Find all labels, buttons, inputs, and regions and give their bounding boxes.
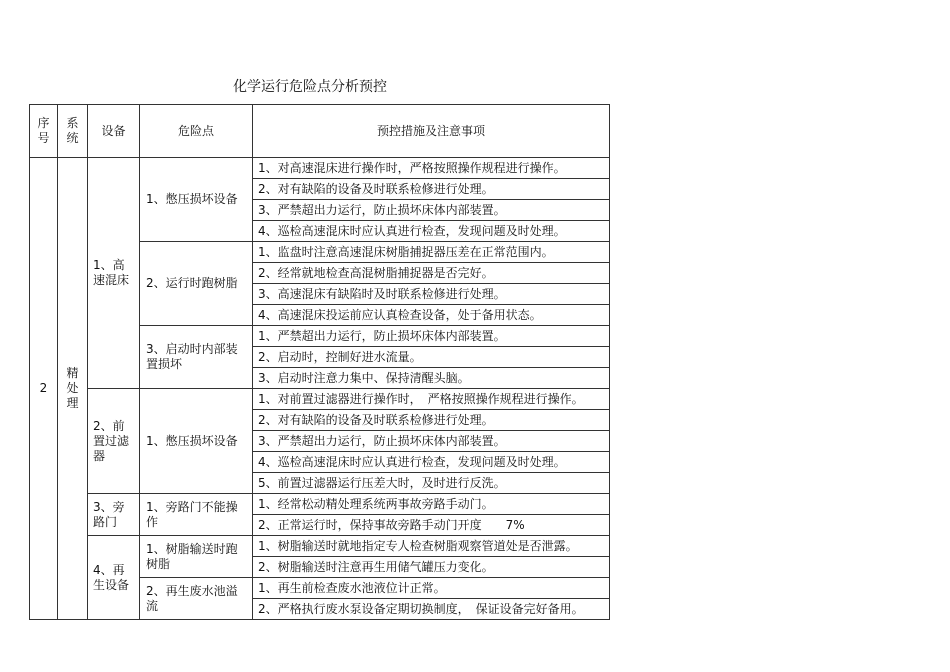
device-cell: 4、再生设备: [88, 536, 140, 620]
measure-cell: 1、严禁超出力运行，防止损坏床体内部装置。: [253, 326, 610, 347]
measure-cell: 3、高速混床有缺陷时及时联系检修进行处理。: [253, 284, 610, 305]
measure-cell: 5、前置过滤器运行压差大时，及时进行反洗。: [253, 473, 610, 494]
measure-cell: 3、严禁超出力运行，防止损坏床体内部装置。: [253, 431, 610, 452]
measure-cell: 2、经常就地检查高混树脂捕捉器是否完好。: [253, 263, 610, 284]
risk-cell: 3、启动时内部装置损坏: [140, 326, 253, 389]
page-title: 化学运行危险点分析预控: [233, 79, 387, 95]
measure-cell: 4、巡检高速混床时应认真进行检查，发现问题及时处理。: [253, 221, 610, 242]
system-cell: 精处理: [58, 158, 88, 620]
risk-cell: 1、旁路门不能操作: [140, 494, 253, 536]
risk-cell: 1、树脂输送时跑树脂: [140, 536, 253, 578]
measure-cell: 2、严格执行废水泵设备定期切换制度， 保证设备完好备用。: [253, 599, 610, 620]
header-seq: 序号: [30, 105, 58, 158]
measure-cell: 1、对前置过滤器进行操作时， 严格按照操作规程进行操作。: [253, 389, 610, 410]
measure-cell: 2、对有缺陷的设备及时联系检修进行处理。: [253, 179, 610, 200]
risk-cell: 2、运行时跑树脂: [140, 242, 253, 326]
measure-cell: 4、巡检高速混床时应认真进行检查，发现问题及时处理。: [253, 452, 610, 473]
measure-cell: 2、启动时，控制好进水流量。: [253, 347, 610, 368]
device-cell: 3、旁路门: [88, 494, 140, 536]
header-measures: 预控措施及注意事项: [253, 105, 610, 158]
measure-cell: 3、严禁超出力运行，防止损坏床体内部装置。: [253, 200, 610, 221]
measure-cell: 2、对有缺陷的设备及时联系检修进行处理。: [253, 410, 610, 431]
table-row: [30, 494, 610, 515]
table-row: [30, 536, 610, 557]
measure-cell: 1、经常松动精处理系统两事故旁路手动门。: [253, 494, 610, 515]
measure-cell: 1、再生前检查废水池液位计正常。: [253, 578, 610, 599]
risk-cell: 2、再生废水池溢流: [140, 578, 253, 620]
measure-cell: 4、高速混床投运前应认真检查设备，处于备用状态。: [253, 305, 610, 326]
table-header-row: [30, 105, 610, 158]
measure-cell: 1、对高速混床进行操作时，严格按照操作规程进行操作。: [253, 158, 610, 179]
device-cell: 2、前置过滤器: [88, 389, 140, 494]
table-row: [30, 389, 610, 410]
header-system: 系统: [58, 105, 88, 158]
measure-cell: 2、正常运行时，保持事故旁路手动门开度 7%: [253, 515, 610, 536]
header-device: 设备: [88, 105, 140, 158]
risk-cell: 1、憋压损坏设备: [140, 389, 253, 494]
table-row: [30, 158, 610, 179]
measure-cell: 1、监盘时注意高速混床树脂捕捉器压差在正常范围内。: [253, 242, 610, 263]
header-risk: 危险点: [140, 105, 253, 158]
risk-control-table: [29, 104, 610, 620]
risk-cell: 1、憋压损坏设备: [140, 158, 253, 242]
device-cell: 1、高速混床: [88, 158, 140, 389]
seq-cell: 2: [30, 158, 58, 620]
measure-cell: 1、树脂输送时就地指定专人检查树脂观察管道处是否泄露。: [253, 536, 610, 557]
measure-cell: 2、树脂输送时注意再生用储气罐压力变化。: [253, 557, 610, 578]
measure-cell: 3、启动时注意力集中、保持清醒头脑。: [253, 368, 610, 389]
